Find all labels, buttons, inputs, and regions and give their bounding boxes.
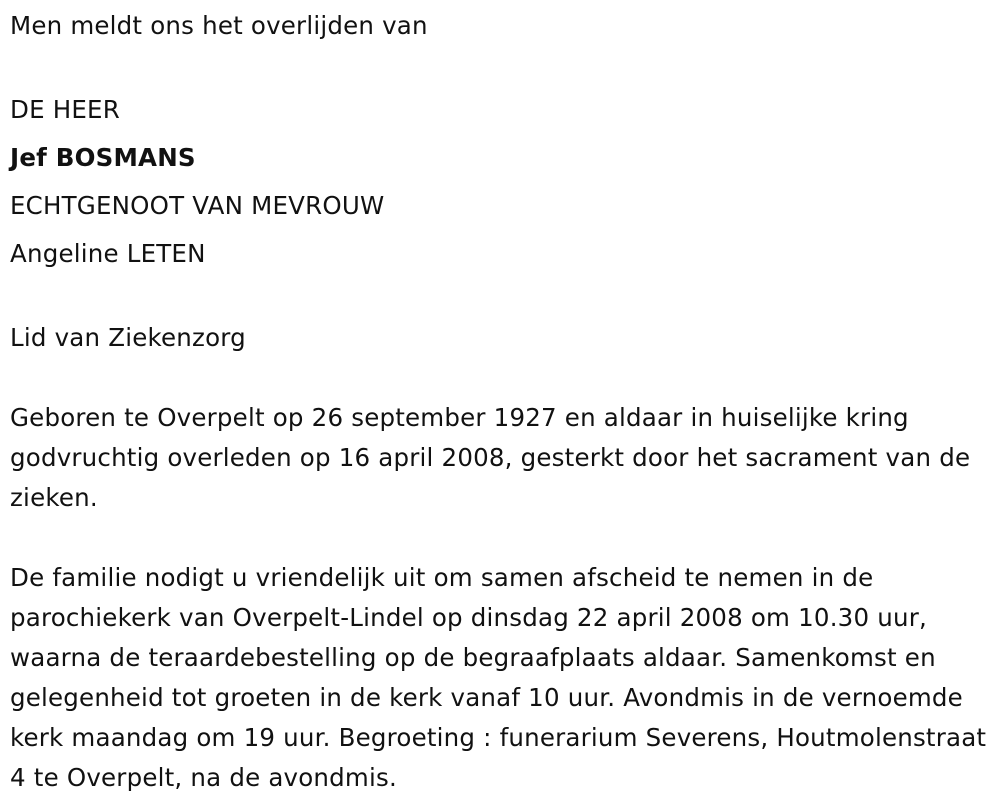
membership-text: Lid van Ziekenzorg <box>10 323 246 352</box>
spacer <box>10 278 995 318</box>
name-block <box>10 86 995 278</box>
spouse-name: Angeline LETEN <box>10 239 206 268</box>
deceased-name: Jef BOSMANS <box>10 143 196 172</box>
spouse-line: ECHTGENOOT VAN MEVROUW <box>10 191 385 220</box>
birth-death-paragraph: Geboren te Overpelt op 26 september 1927 en aldaar in huiselijke kring godvruchtig overleden op 16 april 2008, gesterkt door het sacrament van de zieken. <box>10 403 971 512</box>
intro-text: Men meldt ons het overlijden van <box>10 11 428 40</box>
spacer <box>10 518 995 558</box>
title-line: DE HEER <box>10 95 120 124</box>
funeral-paragraph: De familie nodigt u vriendelijk uit om samen afscheid te nemen in de parochiekerk van Overpelt-Lindel op dinsdag 22 april 2008 om 10.30 uur, waarna de teraardebestelling op de begraafplaats aldaar. Samenkomst en gelegenheid tot groeten in de kerk vanaf 10 uur. Avondmis in de vernoemde kerk maandag om 19 uur. Begroeting : funerarium Severens, Houtmolenstraat 4 te Overpelt, na de avondmis. <box>10 563 987 792</box>
death-notice <box>10 6 995 798</box>
spacer <box>10 358 995 398</box>
spacer <box>10 46 995 86</box>
